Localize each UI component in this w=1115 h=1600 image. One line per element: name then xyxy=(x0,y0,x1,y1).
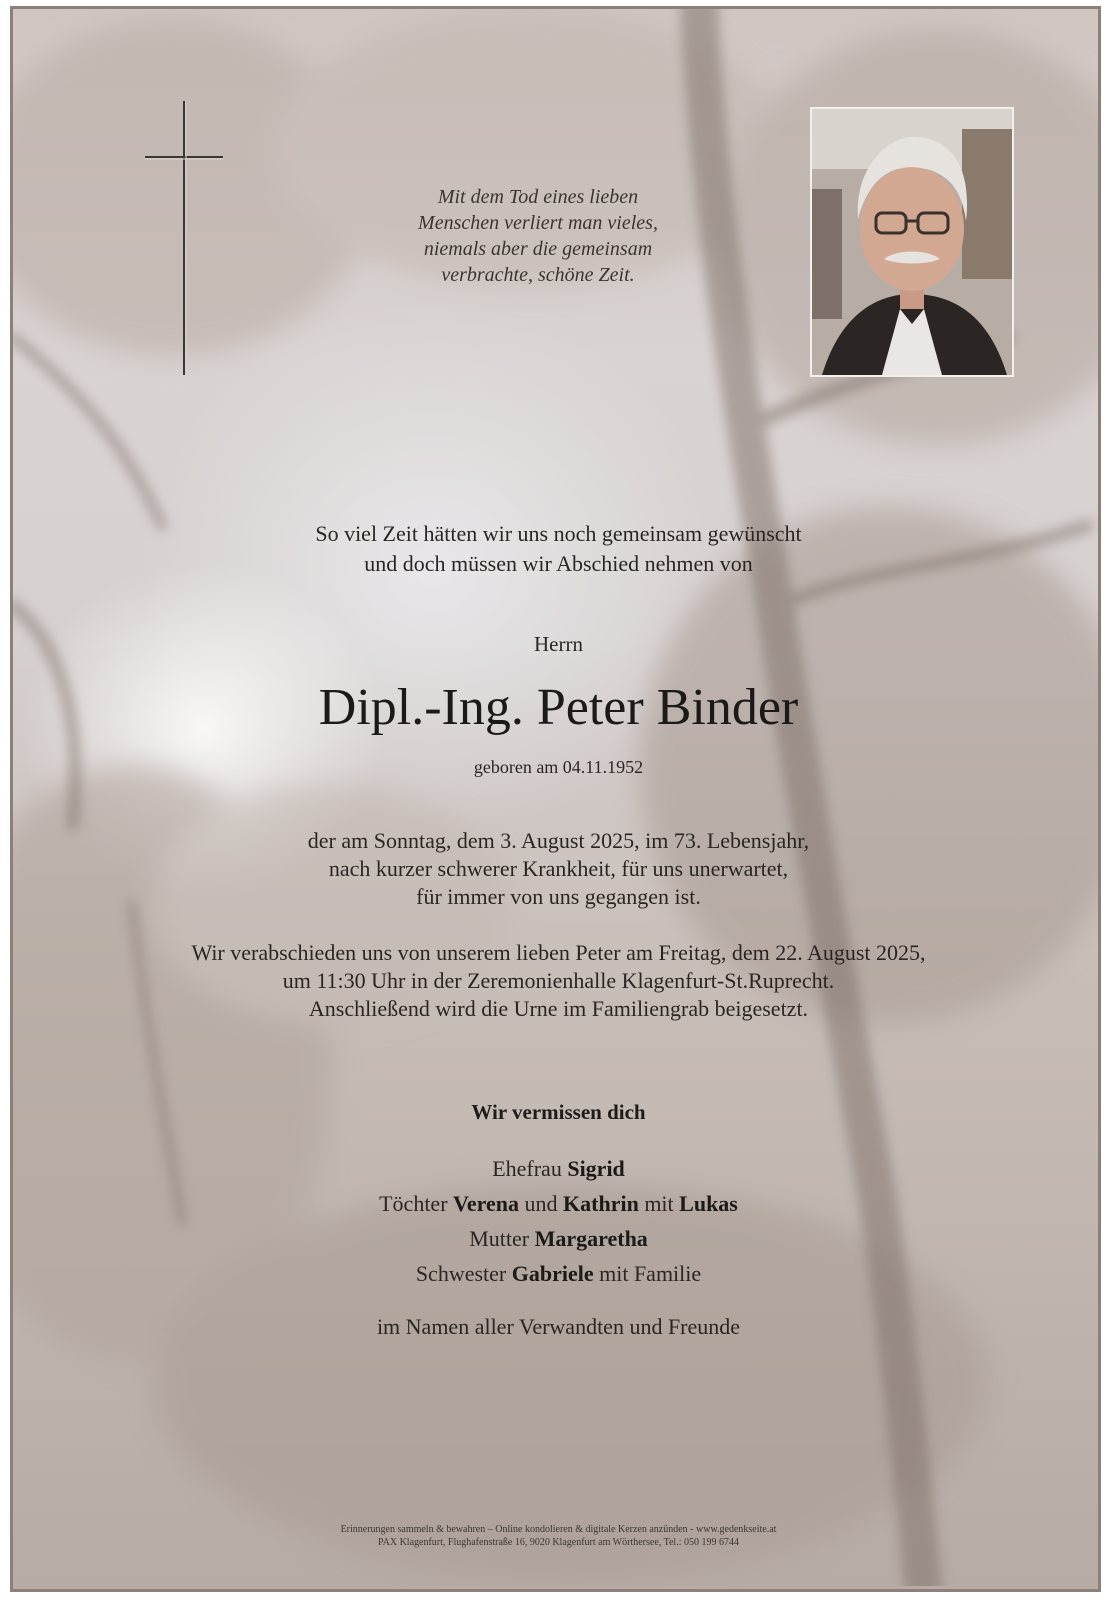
mourner-suffix: mit Familie xyxy=(593,1261,702,1286)
death-line: nach kurzer schwerer Krankheit, für uns unerwartet, xyxy=(328,856,789,881)
farewell-line: Anschließend wird die Urne im Familiengrab beigesetzt. xyxy=(308,996,809,1021)
footer-line: Erinnerungen sammeln & bewahren – Online kondolieren & digitale Kerzen anzünden - www.gedenkseite.at xyxy=(340,1524,777,1535)
mourner-separator: mit xyxy=(638,1191,680,1216)
motto-line: verbrachte, schöne Zeit. xyxy=(441,264,635,286)
mourners-list xyxy=(13,1151,1101,1291)
mourner-line-sister xyxy=(13,1256,1101,1291)
mourners-heading: Wir vermissen dich xyxy=(471,1100,646,1124)
motto-line: niemals aber die gemeinsam xyxy=(423,238,653,260)
farewell-details xyxy=(13,939,1101,1023)
mourner-role: Töchter xyxy=(379,1191,454,1216)
mourner-separator: und xyxy=(519,1191,564,1216)
motto-line: Menschen verliert man vieles, xyxy=(418,212,658,234)
farewell-line: Wir verabschieden uns von unserem lieben Peter am Freitag, dem 22. August 2025, xyxy=(191,940,926,965)
mourner-line-daughters xyxy=(13,1186,1101,1221)
footer xyxy=(13,1523,1101,1549)
mourner-role: Schwester xyxy=(415,1261,512,1286)
mourner-line-mother xyxy=(13,1221,1101,1256)
portrait-photo xyxy=(810,107,1014,377)
mourner-name: Kathrin xyxy=(563,1191,639,1216)
mourner-name: Gabriele xyxy=(511,1261,594,1286)
death-notice xyxy=(13,827,1101,911)
intro-text xyxy=(13,519,1101,579)
mourner-role: Ehefrau xyxy=(492,1156,568,1181)
motto-line: Mit dem Tod eines lieben xyxy=(437,186,639,208)
farewell-line: um 11:30 Uhr in der Zeremonienhalle Klagenfurt-St.Ruprecht. xyxy=(282,968,835,993)
salutation: Herrn xyxy=(534,632,583,656)
mourner-line-wife xyxy=(13,1151,1101,1186)
birth-date: geboren am 04.11.1952 xyxy=(473,757,644,777)
mourner-role: Mutter xyxy=(469,1226,535,1251)
footer-line: PAX Klagenfurt, Flughafenstraße 16, 9020 Klagenfurt am Wörthersee, Tel.: 050 199 6744 xyxy=(378,1537,739,1548)
death-line: der am Sonntag, dem 3. August 2025, im 73. Lebensjahr, xyxy=(307,828,810,853)
motto-quote xyxy=(343,184,733,288)
mourner-name: Sigrid xyxy=(567,1156,625,1181)
mourner-name: Verena xyxy=(453,1191,520,1216)
mourner-name: Lukas xyxy=(679,1191,738,1216)
death-line: für immer von uns gegangen ist. xyxy=(416,884,701,909)
obituary-page xyxy=(10,6,1101,1592)
mourner-name: Margaretha xyxy=(534,1226,648,1251)
closing-line: im Namen aller Verwandten und Freunde xyxy=(376,1314,741,1339)
intro-line: und doch müssen wir Abschied nehmen von xyxy=(364,551,753,576)
deceased-name: Dipl.-Ing. Peter Binder xyxy=(318,679,799,736)
intro-line: So viel Zeit hätten wir uns noch gemeinsam gewünscht xyxy=(315,521,802,546)
cross-icon xyxy=(145,101,223,375)
